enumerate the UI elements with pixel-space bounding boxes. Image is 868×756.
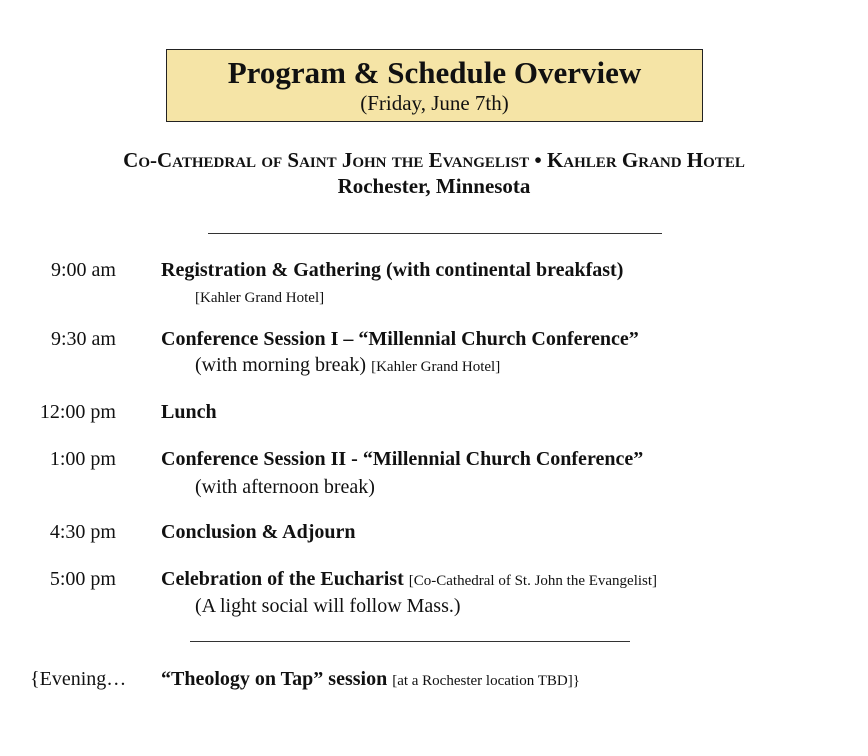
page-title: Program & Schedule Overview bbox=[227, 55, 642, 90]
schedule-note-text: (with morning break) bbox=[195, 354, 367, 376]
divider-bottom bbox=[190, 641, 630, 642]
divider-top bbox=[208, 233, 662, 234]
schedule-title-text: Conference Session II - “Millennial Church Conference” bbox=[161, 448, 644, 470]
schedule-time: 1:00 pm bbox=[49, 448, 116, 470]
schedule-title-text: Lunch bbox=[161, 401, 217, 423]
page-subtitle: (Friday, June 7th) bbox=[360, 91, 509, 115]
schedule-time: 9:30 am bbox=[51, 328, 116, 350]
venue-secondary: Kahler Grand Hotel bbox=[546, 148, 745, 172]
evening-location: [at a Rochester location TBD]} bbox=[392, 673, 580, 689]
schedule-time: 4:30 pm bbox=[49, 521, 116, 543]
schedule-title-text: Conference Session I – “Millennial Church Conference” bbox=[161, 328, 639, 350]
schedule-note-location: [Kahler Grand Hotel] bbox=[195, 290, 325, 306]
schedule-title bbox=[161, 566, 657, 594]
evening-time: {Evening… bbox=[30, 668, 127, 690]
schedule-time: 5:00 pm bbox=[49, 568, 116, 590]
evening-title-text: “Theology on Tap” session bbox=[161, 668, 388, 690]
venue-line bbox=[0, 146, 868, 174]
schedule-title bbox=[161, 399, 217, 425]
evening-title bbox=[161, 666, 580, 694]
schedule-title bbox=[161, 519, 356, 545]
schedule-title bbox=[161, 446, 643, 472]
venue-separator: • bbox=[534, 148, 542, 172]
schedule-title-text: Registration & Gathering (with continental breakfast) bbox=[161, 259, 624, 281]
venue-city: Rochester, Minnesota bbox=[337, 174, 531, 198]
schedule-title-text: Conclusion & Adjourn bbox=[161, 521, 356, 543]
schedule-title bbox=[161, 326, 639, 352]
title-box bbox=[166, 49, 703, 122]
schedule-note bbox=[195, 352, 500, 380]
venue-primary: Co-Cathedral of Saint John the Evangelist bbox=[123, 148, 530, 172]
schedule-location: [Co-Cathedral of St. John the Evangelist] bbox=[408, 573, 658, 589]
schedule-title-text: Celebration of the Eucharist bbox=[161, 568, 404, 590]
schedule-title bbox=[161, 257, 623, 283]
schedule-time: 12:00 pm bbox=[39, 401, 116, 423]
schedule-note: (with afternoon break) bbox=[195, 476, 375, 498]
schedule-note-location: [Kahler Grand Hotel] bbox=[371, 359, 501, 375]
schedule-time: 9:00 am bbox=[51, 259, 116, 281]
schedule-note: (A light social will follow Mass.) bbox=[195, 595, 461, 617]
